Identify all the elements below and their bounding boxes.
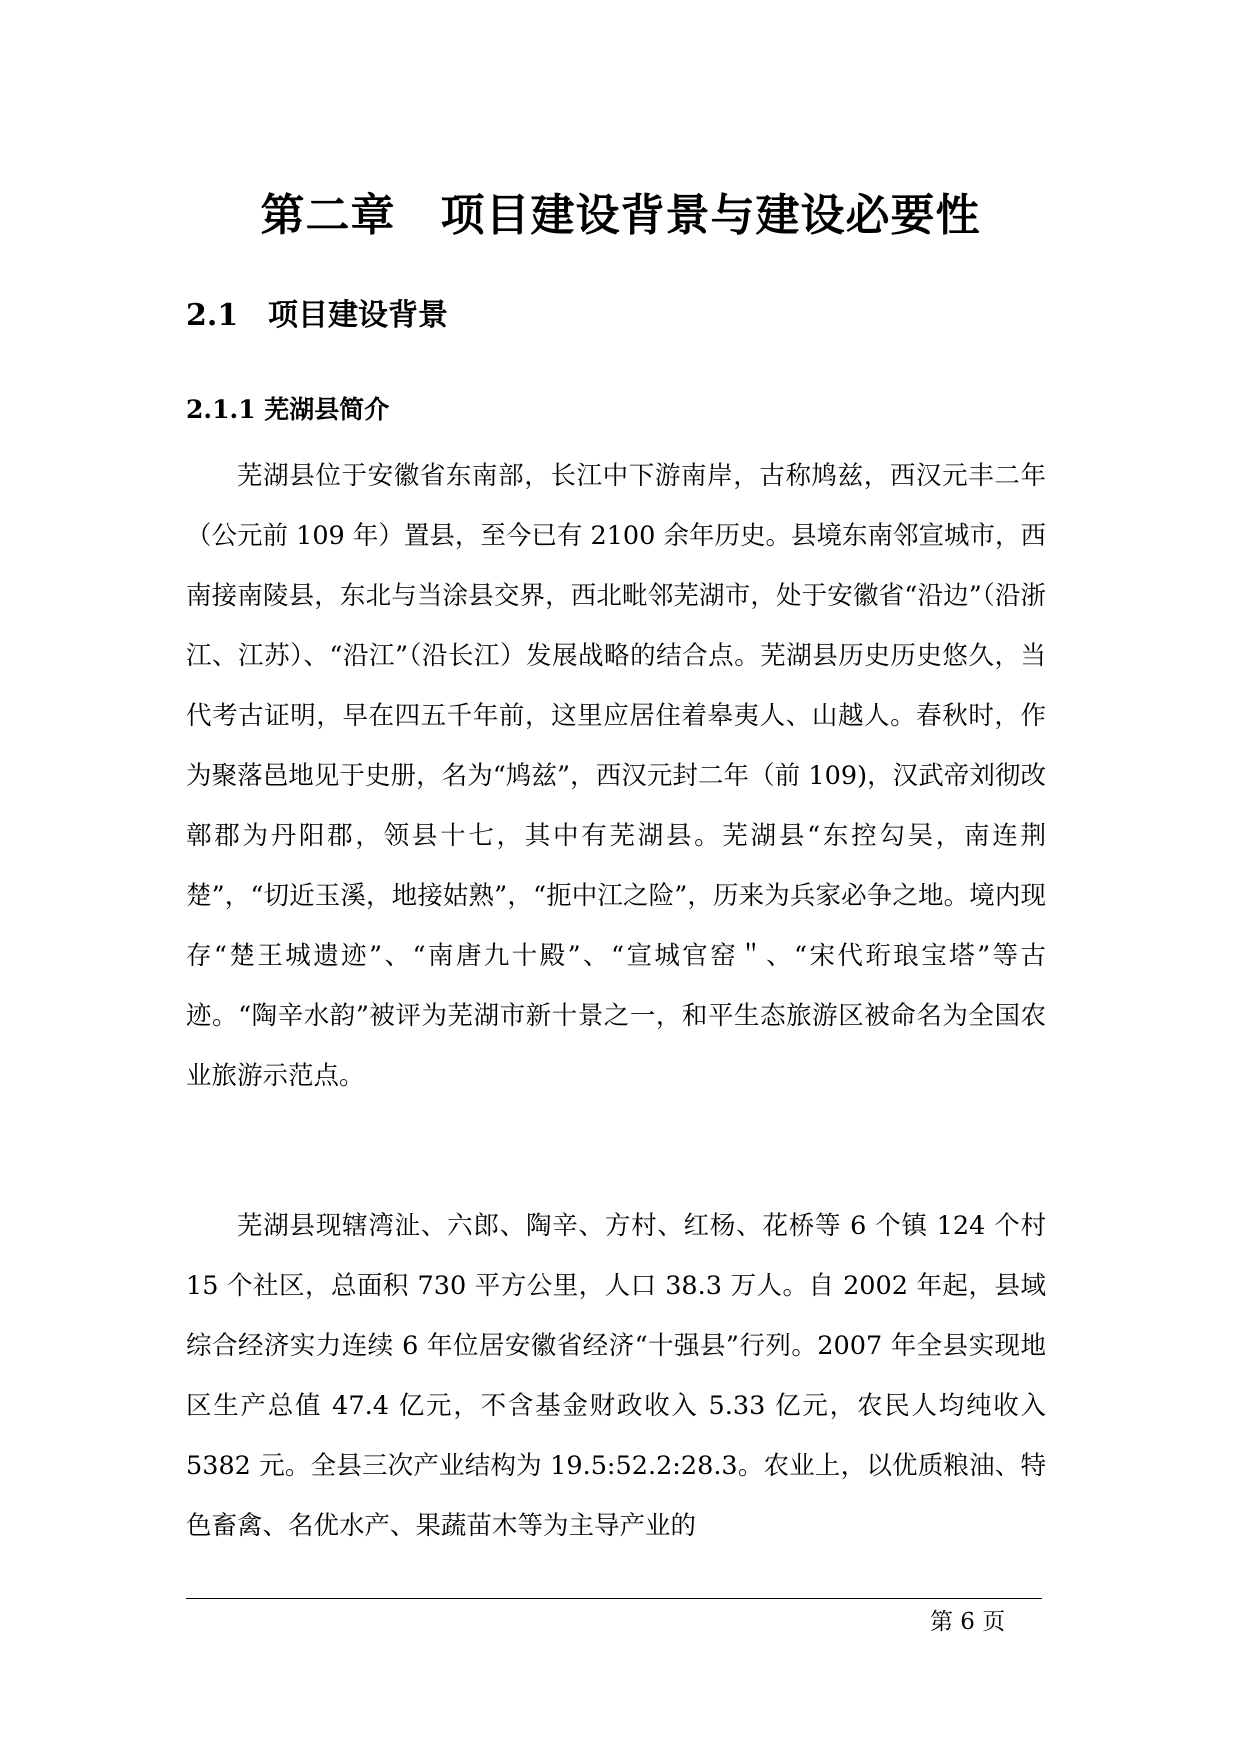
page-number: 第 6 页 <box>930 1609 1006 1635</box>
body-paragraph: 芜湖县位于安徽省东南部，长江中下游南岸，古称鸠兹，西汉元丰二年（公元前 109 年）置县，至今已有 2100 余年历史。县境东南邻宣城市，西南接南陵县，东北与当涂县交界，西北毗邻芜湖市，处于安徽省“沿边”（沿浙江、江苏）、“沿江”（沿长江）发展战略的结合点。芜湖县历史历史悠久，当代考古证明，早在四五千年前，这里应居住着皋夷人、山越人。春秋时，作为聚落邑地见于史册，名为“鸠兹”，西汉元封二年（前 109)，汉武帝刘彻改鄣郡为丹阳郡，领县十七，其中有芜湖县。芜湖县“东控勾吴，南连荆楚”，“切近玉溪，地接姑熟”，“扼中江之险”，历来为兵家必争之地。境内现存“楚王城遗迹”、“南唐九十殿”、“宣城官窑＂、“宋代珩琅宝塔”等古迹。“陶辛水韵”被评为芜湖市新十景之一，和平生态旅游区被命名为全国农业旅游示范点。 <box>186 461 1046 1091</box>
section-number: 2.1 <box>186 298 239 333</box>
subsection-heading: 2.1.1 芜湖县简介 <box>186 395 390 424</box>
chapter-title: 第二章 项目建设背景与建设必要性 <box>260 190 981 241</box>
body-paragraph: 芜湖县现辖湾沚、六郎、陶辛、方村、红杨、花桥等 6 个镇 124 个村 15 个社区，总面积 730 平方公里，人口 38.3 万人。自 2002 年起，县域综合经济实力连续 6 年位居安徽省经济“十强县”行列。2007 年全县实现地区生产总值 47.4 亿元，不含基金财政收入 5.33 亿元，农民人均纯收入 5382 元。全县三次产业结构为 19.5:52.2:28.3。农业上，以优质粮油、特色畜禽、名优水产、果蔬苗木等为主导产业的 <box>186 1211 1046 1541</box>
section-heading <box>186 296 448 336</box>
section-title: 项目建设背景 <box>268 298 448 333</box>
footer-divider <box>186 1598 1042 1599</box>
